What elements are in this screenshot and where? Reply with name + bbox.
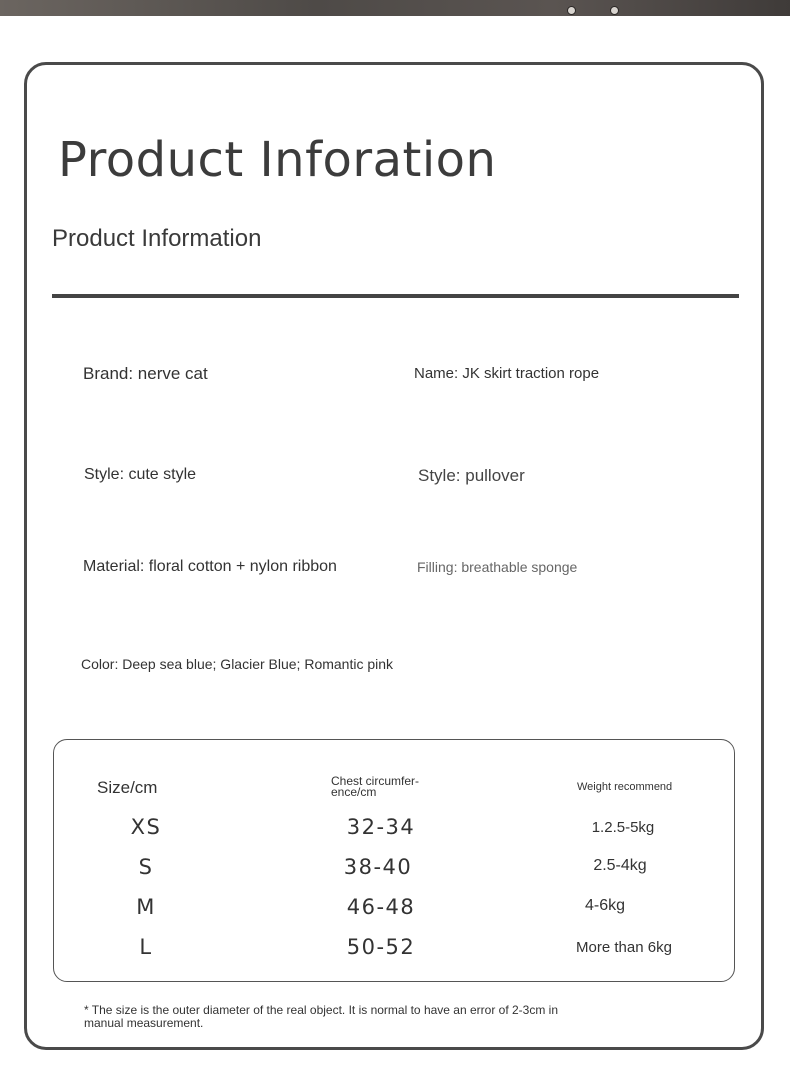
cell-chest: 32-34 [346,815,416,839]
info-brand: Brand: nerve cat [83,364,208,383]
cell-weight: 2.5-4kg [593,857,647,874]
header-size: Size/cm [97,778,158,797]
rivet-icon [567,6,576,15]
header-chest-line2: ence/cm [331,785,377,799]
cell-weight: 4-6kg [584,897,626,914]
cell-weight: 1.2.5-5kg [591,819,655,836]
header-chest-line1: Chest circumfer- [331,774,420,788]
info-filling: Filling: breathable sponge [417,559,578,575]
info-style: Style: cute style [84,466,197,483]
measurement-note: * The size is the outer diameter of the real object. It is normal to have an error of 2-3cm in manual measurement. [84,1003,559,1030]
info-material: Material: floral cotton + nylon ribbon [83,558,337,575]
cell-chest: 50-52 [346,935,416,959]
page-title: Product Inforation [58,132,497,188]
section-divider [52,294,739,298]
info-style-2: Style: pullover [418,466,525,485]
info-color: Color: Deep sea blue; Glacier Blue; Romantic pink [81,656,394,672]
top-product-photo-strip [0,0,790,16]
cell-size: L [139,935,153,959]
cell-chest: 38-40 [343,855,413,879]
rivet-icon [610,6,619,15]
info-name: Name: JK skirt traction rope [414,365,600,382]
header-chest [331,776,419,798]
section-subtitle: Product Information [52,225,262,252]
cell-chest: 46-48 [346,895,416,919]
header-weight: Weight recommend [577,781,673,793]
cell-size: XS [130,815,162,839]
cell-size: S [138,855,154,879]
cell-size: M [136,895,156,919]
cell-weight: More than 6kg [576,939,672,956]
